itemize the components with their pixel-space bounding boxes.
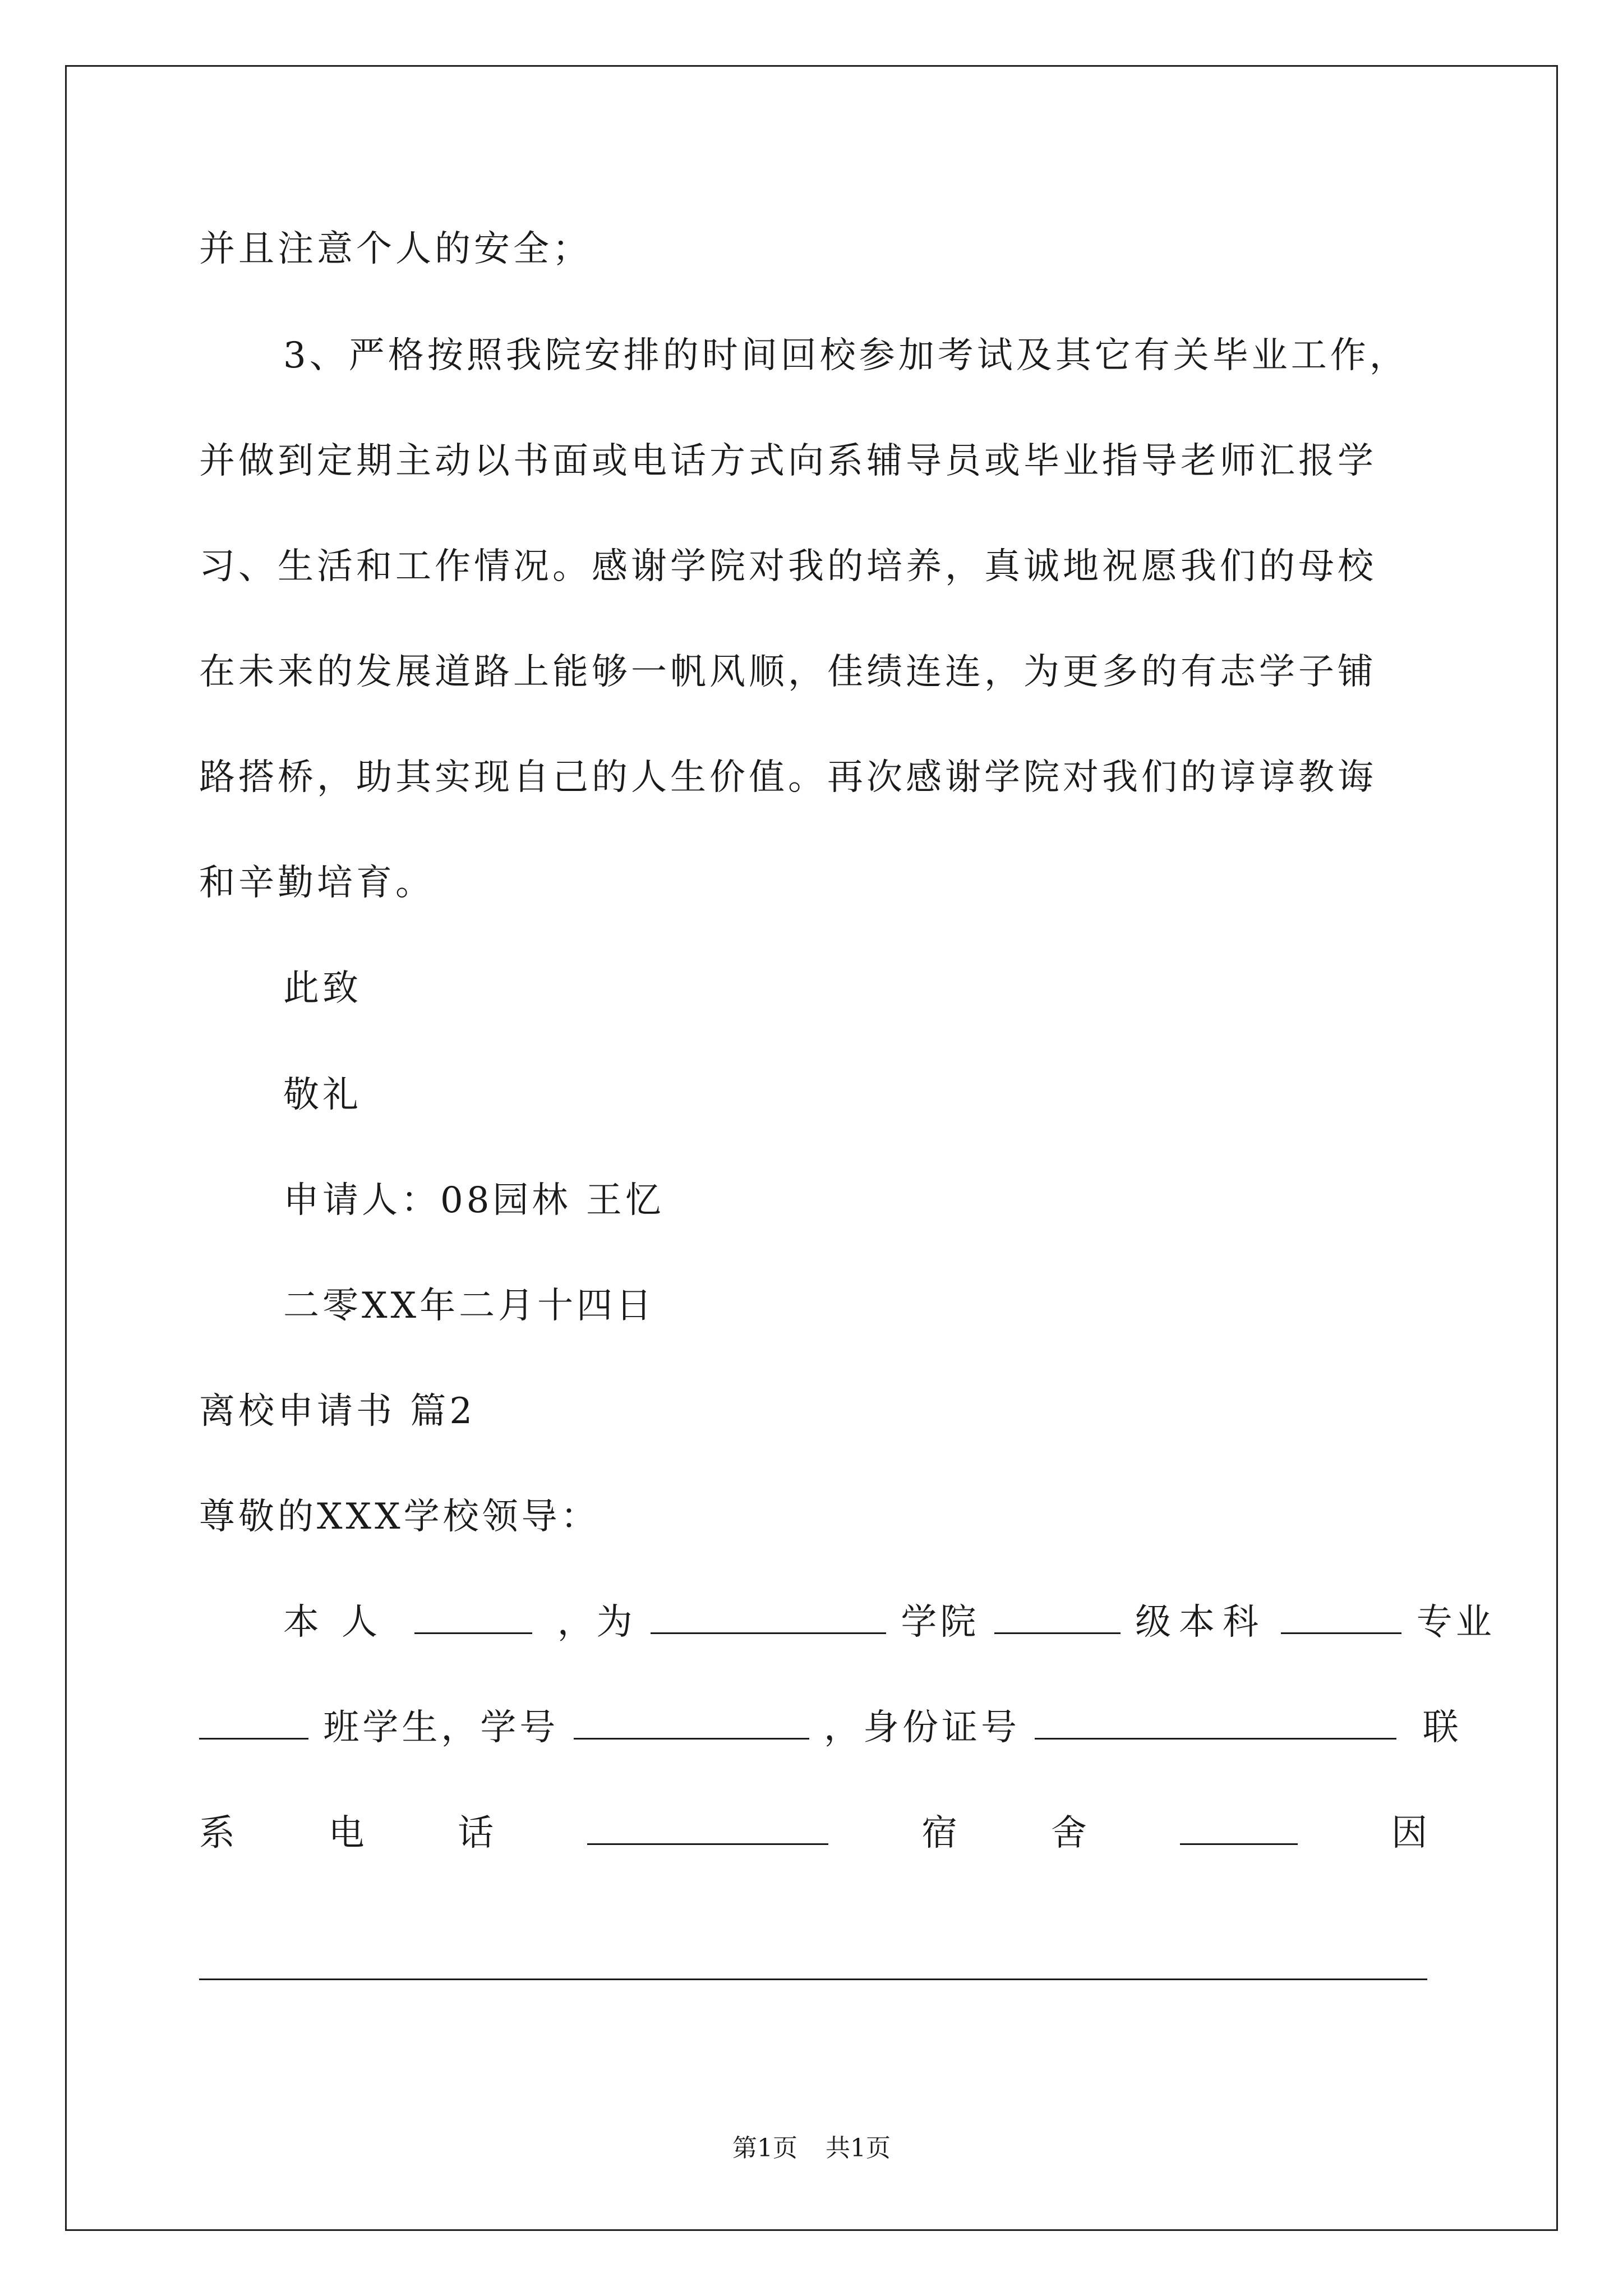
page-total: 共1页 xyxy=(826,2134,891,2162)
page-number: 第1页 xyxy=(732,2134,797,2162)
applicant-line: 申请人：08园林 王忆 xyxy=(283,1180,665,1221)
closing-jingli: 敬礼 xyxy=(283,1074,362,1116)
blank-dorm xyxy=(1180,1811,1298,1845)
body-line-1: 并且注意个人的安全； xyxy=(199,228,592,270)
form-text: 本人 xyxy=(283,1602,400,1643)
blank-reason xyxy=(199,1978,1427,1980)
form-row-3 xyxy=(199,1811,1427,1856)
blank-name xyxy=(414,1600,532,1634)
salutation: 尊敬的XXX学校领导： xyxy=(199,1496,600,1538)
form-text: 班学生，学号 xyxy=(323,1707,559,1749)
body-line-7: 和辛勤培育。 xyxy=(199,862,435,904)
form-text: 因 xyxy=(1391,1812,1427,1854)
form-text: 专业 xyxy=(1416,1602,1495,1643)
blank-college xyxy=(651,1600,886,1634)
form-text: 舍 xyxy=(1050,1812,1087,1854)
body-line-2: 3、严格按照我院安排的时间回校参加考试及其它有关毕业工作， xyxy=(283,335,1409,376)
form-text: 宿 xyxy=(921,1812,958,1854)
form-text: 系 xyxy=(199,1812,235,1854)
blank-major xyxy=(1281,1600,1401,1634)
page-border xyxy=(65,65,1558,2231)
form-text: 电 xyxy=(328,1812,365,1854)
blank-student-id xyxy=(574,1705,809,1740)
form-text: ，为 xyxy=(557,1602,636,1643)
blank-id-number xyxy=(1035,1705,1396,1740)
form-text: ，身份证号 xyxy=(824,1707,1021,1749)
section-title: 离校申请书 篇2 xyxy=(199,1391,476,1432)
blank-class xyxy=(199,1705,308,1740)
blank-grade xyxy=(994,1600,1121,1634)
form-row-1 xyxy=(283,1600,1495,1645)
body-line-6: 路搭桥，助其实现自己的人生价值。再次感谢学院对我们的谆谆教诲 xyxy=(199,757,1377,798)
body-line-4: 习、生活和工作情况。感谢学院对我的培养，真诚地祝愿我们的母校 xyxy=(199,546,1377,587)
blank-phone xyxy=(587,1811,828,1845)
form-text: 联 xyxy=(1422,1707,1462,1749)
form-row-2 xyxy=(199,1705,1462,1750)
closing-cizhi: 此致 xyxy=(283,968,362,1009)
form-text: 话 xyxy=(458,1812,494,1854)
body-line-5: 在未来的发展道路上能够一帆风顺，佳绩连连，为更多的有志学子铺 xyxy=(199,651,1377,693)
form-text: 级本科 xyxy=(1135,1602,1267,1643)
form-text: 学院 xyxy=(901,1602,980,1643)
page-footer xyxy=(0,2128,1623,2164)
date-line: 二零XX年二月十四日 xyxy=(283,1285,656,1327)
body-line-3: 并做到定期主动以书面或电话方式向系辅导员或毕业指导老师汇报学 xyxy=(199,440,1377,482)
